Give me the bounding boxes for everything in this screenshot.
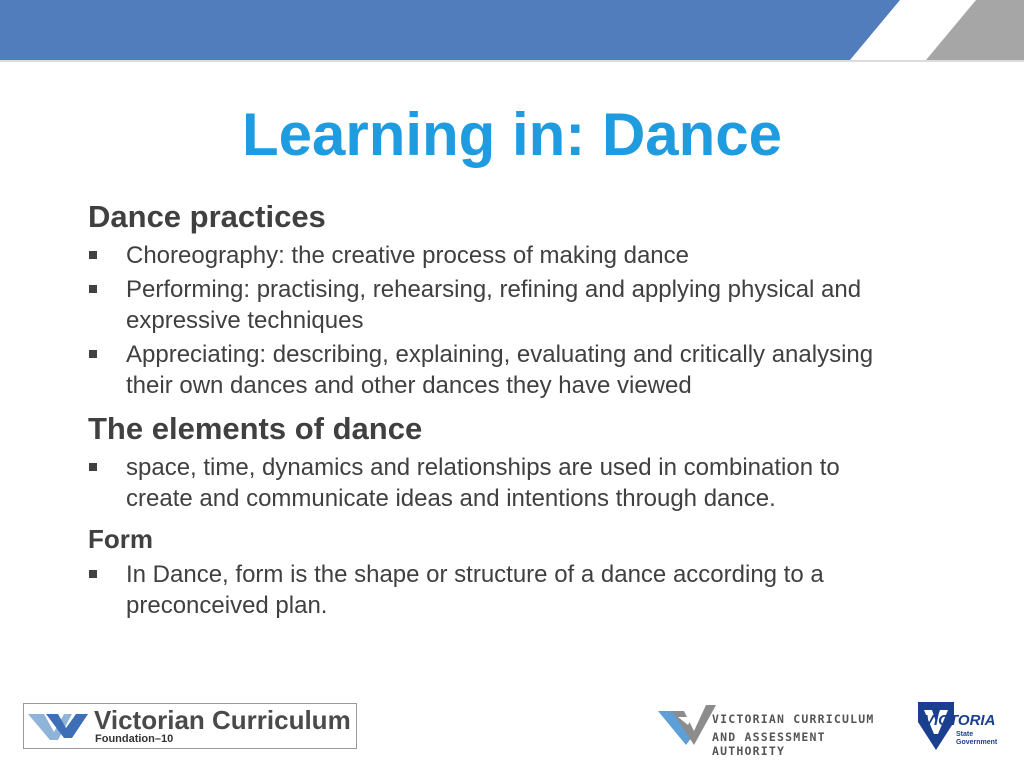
bullet-text: space, time, dynamics and relationships are used in combination to [126,454,840,481]
square-bullet-icon [89,350,97,358]
bullet-item [88,559,968,621]
bullet-item [88,452,968,514]
vcaa-line2: AND ASSESSMENT AUTHORITY [712,730,826,758]
section-heading-form: Form [88,524,153,554]
bullet-text: Performing: practising, rehearsing, refining and applying physical and [126,276,862,303]
section-heading-dance-practices: Dance practices [88,199,326,234]
bullet-item [88,339,968,401]
bullet-text: In Dance, form is the shape or structure of a dance according to a [126,561,824,588]
bullet-text: preconceived plan. [126,592,328,619]
section-heading-elements-of-dance: The elements of dance [88,411,423,446]
victorian-curriculum-logo [23,703,357,749]
square-bullet-icon [89,251,97,259]
vic-logo-word: VICTORIA [924,712,996,729]
vcaa-logo [658,703,898,758]
bullet-text: their own dances and other dances they have viewed [126,372,692,399]
bullet-text: create and communicate ideas and intentions through dance. [126,485,776,512]
vic-logo-line2: Government [956,739,998,746]
bullet-text: Appreciating: describing, explaining, evaluating and critically analysing [126,341,874,368]
vcaa-line1: VICTORIAN CURRICULUM [712,712,875,726]
bullet-item [88,274,968,336]
vic-logo-line1: State [956,731,974,738]
vcaa-chevron-icon [658,703,718,747]
slide-content [88,197,968,621]
vc-logo-subtitle: Foundation–10 [95,733,174,745]
victoria-government-logo [916,700,1006,754]
square-bullet-icon [89,570,97,578]
bullet-item [88,240,968,271]
vc-chevron-icon [28,710,90,742]
vc-logo-title: Victorian Curriculum [94,705,351,735]
slide-title: Learning in: Dance [241,101,783,168]
bullet-text: Choreography: the creative process of making dance [126,242,689,269]
square-bullet-icon [89,285,97,293]
bullet-text: expressive techniques [126,307,364,334]
square-bullet-icon [89,463,97,471]
top-banner [0,0,1024,62]
